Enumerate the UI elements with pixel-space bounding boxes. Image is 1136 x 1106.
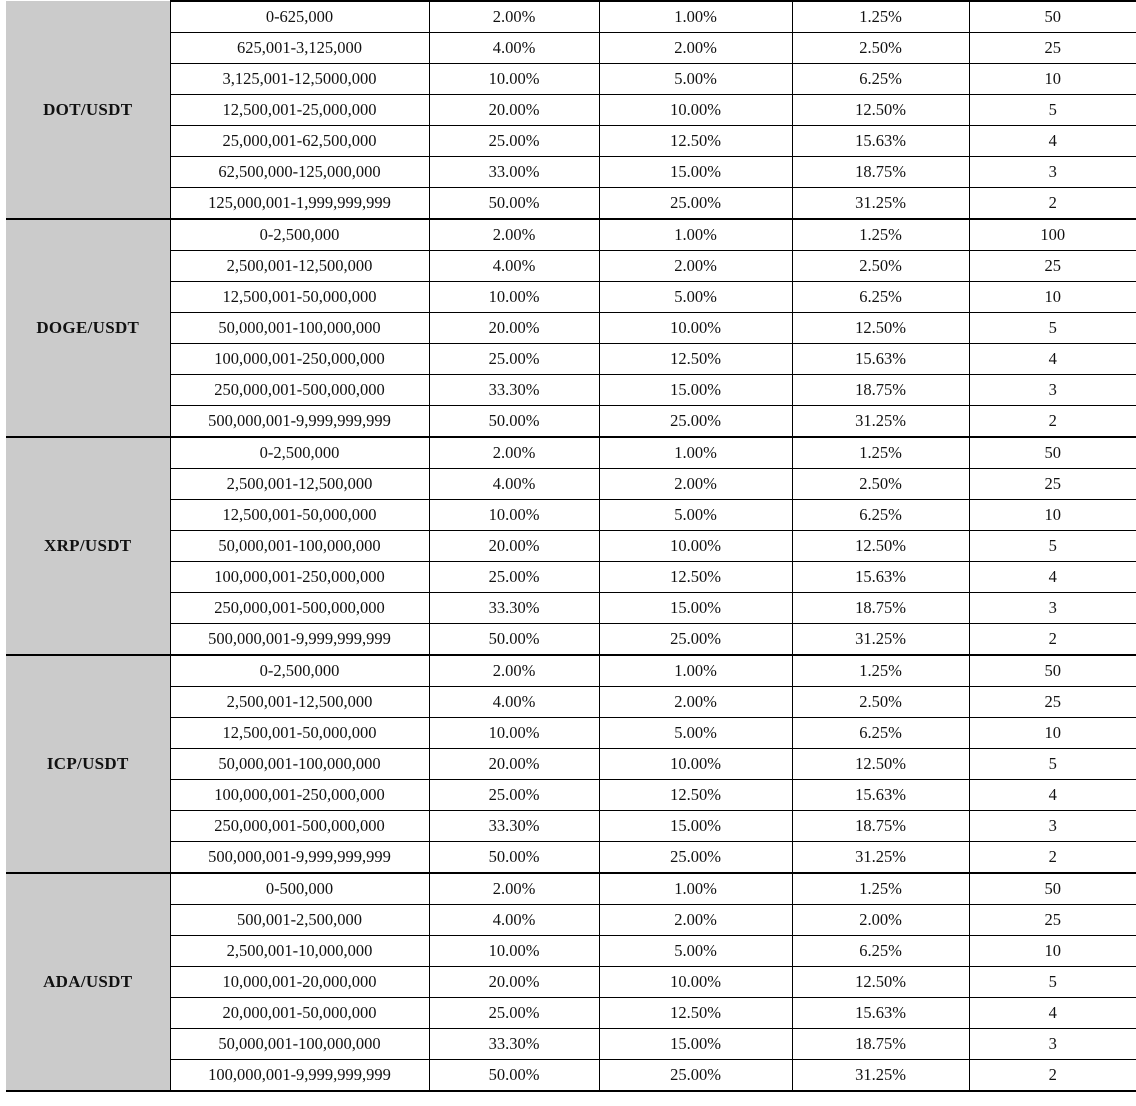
table-row <box>6 562 1136 593</box>
maintenance-margin-cell: 20.00% <box>429 967 599 998</box>
position-range-cell: 250,000,001-500,000,000 <box>170 811 429 842</box>
margin-rate-cell: 2.00% <box>792 905 969 936</box>
maintenance-margin-cell: 25.00% <box>429 562 599 593</box>
maintenance-margin-cell: 10.00% <box>429 936 599 967</box>
rate-cell: 15.00% <box>599 1029 792 1060</box>
max-leverage-cell: 2 <box>969 188 1136 220</box>
margin-rate-cell: 1.25% <box>792 219 969 251</box>
margin-rate-cell: 31.25% <box>792 188 969 220</box>
risk-tier-table <box>6 0 1136 1092</box>
maintenance-margin-cell: 33.30% <box>429 1029 599 1060</box>
position-range-cell: 10,000,001-20,000,000 <box>170 967 429 998</box>
rate-cell: 10.00% <box>599 749 792 780</box>
margin-rate-cell: 18.75% <box>792 811 969 842</box>
max-leverage-cell: 3 <box>969 375 1136 406</box>
maintenance-margin-cell: 33.30% <box>429 375 599 406</box>
margin-rate-cell: 18.75% <box>792 1029 969 1060</box>
max-leverage-cell: 5 <box>969 95 1136 126</box>
position-range-cell: 3,125,001-12,5000,000 <box>170 64 429 95</box>
table-row <box>6 126 1136 157</box>
margin-rate-cell: 31.25% <box>792 1060 969 1092</box>
margin-rate-cell: 2.50% <box>792 469 969 500</box>
maintenance-margin-cell: 4.00% <box>429 469 599 500</box>
margin-rate-cell: 1.25% <box>792 1 969 33</box>
maintenance-margin-cell: 25.00% <box>429 344 599 375</box>
position-range-cell: 2,500,001-12,500,000 <box>170 251 429 282</box>
rate-cell: 2.00% <box>599 905 792 936</box>
max-leverage-cell: 3 <box>969 593 1136 624</box>
max-leverage-cell: 50 <box>969 1 1136 33</box>
maintenance-margin-cell: 20.00% <box>429 313 599 344</box>
maintenance-margin-cell: 50.00% <box>429 1060 599 1092</box>
position-range-cell: 500,000,001-9,999,999,999 <box>170 842 429 874</box>
margin-rate-cell: 31.25% <box>792 624 969 656</box>
rate-cell: 10.00% <box>599 95 792 126</box>
table-row <box>6 1060 1136 1092</box>
margin-rate-cell: 1.25% <box>792 655 969 687</box>
margin-rate-cell: 2.50% <box>792 251 969 282</box>
position-range-cell: 0-2,500,000 <box>170 655 429 687</box>
table-row <box>6 95 1136 126</box>
max-leverage-cell: 4 <box>969 344 1136 375</box>
rate-cell: 25.00% <box>599 188 792 220</box>
rate-cell: 5.00% <box>599 500 792 531</box>
margin-rate-cell: 18.75% <box>792 375 969 406</box>
table-row <box>6 344 1136 375</box>
table-row <box>6 437 1136 469</box>
max-leverage-cell: 5 <box>969 313 1136 344</box>
rate-cell: 10.00% <box>599 531 792 562</box>
position-range-cell: 625,001-3,125,000 <box>170 33 429 64</box>
table-row <box>6 406 1136 438</box>
margin-rate-cell: 15.63% <box>792 780 969 811</box>
maintenance-margin-cell: 2.00% <box>429 219 599 251</box>
position-range-cell: 100,000,001-9,999,999,999 <box>170 1060 429 1092</box>
margin-rate-cell: 1.25% <box>792 437 969 469</box>
margin-rate-cell: 12.50% <box>792 967 969 998</box>
margin-rate-cell: 6.25% <box>792 936 969 967</box>
max-leverage-cell: 4 <box>969 998 1136 1029</box>
margin-rate-cell: 12.50% <box>792 313 969 344</box>
margin-rate-cell: 2.50% <box>792 33 969 64</box>
rate-cell: 15.00% <box>599 157 792 188</box>
position-range-cell: 62,500,000-125,000,000 <box>170 157 429 188</box>
position-range-cell: 2,500,001-10,000,000 <box>170 936 429 967</box>
max-leverage-cell: 5 <box>969 749 1136 780</box>
max-leverage-cell: 2 <box>969 1060 1136 1092</box>
rate-cell: 2.00% <box>599 251 792 282</box>
max-leverage-cell: 4 <box>969 780 1136 811</box>
table-row <box>6 967 1136 998</box>
rate-cell: 15.00% <box>599 811 792 842</box>
maintenance-margin-cell: 33.30% <box>429 593 599 624</box>
position-range-cell: 500,000,001-9,999,999,999 <box>170 624 429 656</box>
max-leverage-cell: 50 <box>969 873 1136 905</box>
table-row <box>6 282 1136 313</box>
pair-label: DOT/USDT <box>6 1 170 219</box>
position-range-cell: 50,000,001-100,000,000 <box>170 1029 429 1060</box>
rate-cell: 2.00% <box>599 469 792 500</box>
rate-cell: 10.00% <box>599 967 792 998</box>
margin-rate-cell: 6.25% <box>792 282 969 313</box>
maintenance-margin-cell: 4.00% <box>429 33 599 64</box>
rate-cell: 1.00% <box>599 437 792 469</box>
rate-cell: 1.00% <box>599 219 792 251</box>
table-row <box>6 33 1136 64</box>
position-range-cell: 100,000,001-250,000,000 <box>170 562 429 593</box>
max-leverage-cell: 10 <box>969 500 1136 531</box>
position-range-cell: 12,500,001-50,000,000 <box>170 718 429 749</box>
table-row <box>6 593 1136 624</box>
maintenance-margin-cell: 2.00% <box>429 437 599 469</box>
table-row <box>6 655 1136 687</box>
margin-rate-cell: 12.50% <box>792 749 969 780</box>
rate-cell: 25.00% <box>599 1060 792 1092</box>
maintenance-margin-cell: 25.00% <box>429 126 599 157</box>
position-range-cell: 250,000,001-500,000,000 <box>170 593 429 624</box>
max-leverage-cell: 10 <box>969 718 1136 749</box>
rate-cell: 1.00% <box>599 1 792 33</box>
max-leverage-cell: 25 <box>969 687 1136 718</box>
table-row <box>6 842 1136 874</box>
max-leverage-cell: 3 <box>969 1029 1136 1060</box>
max-leverage-cell: 25 <box>969 251 1136 282</box>
rate-cell: 25.00% <box>599 406 792 438</box>
max-leverage-cell: 2 <box>969 624 1136 656</box>
position-range-cell: 25,000,001-62,500,000 <box>170 126 429 157</box>
table-row <box>6 687 1136 718</box>
maintenance-margin-cell: 25.00% <box>429 998 599 1029</box>
max-leverage-cell: 10 <box>969 64 1136 95</box>
position-range-cell: 500,001-2,500,000 <box>170 905 429 936</box>
rate-cell: 12.50% <box>599 126 792 157</box>
table-row <box>6 64 1136 95</box>
position-range-cell: 100,000,001-250,000,000 <box>170 344 429 375</box>
margin-rate-cell: 15.63% <box>792 562 969 593</box>
table-row <box>6 375 1136 406</box>
maintenance-margin-cell: 2.00% <box>429 1 599 33</box>
max-leverage-cell: 3 <box>969 157 1136 188</box>
max-leverage-cell: 10 <box>969 936 1136 967</box>
max-leverage-cell: 25 <box>969 33 1136 64</box>
position-range-cell: 0-2,500,000 <box>170 219 429 251</box>
max-leverage-cell: 5 <box>969 531 1136 562</box>
rate-cell: 2.00% <box>599 687 792 718</box>
rate-cell: 12.50% <box>599 780 792 811</box>
margin-rate-cell: 31.25% <box>792 842 969 874</box>
position-range-cell: 2,500,001-12,500,000 <box>170 469 429 500</box>
position-range-cell: 0-2,500,000 <box>170 437 429 469</box>
pair-label: DOGE/USDT <box>6 219 170 437</box>
maintenance-margin-cell: 10.00% <box>429 500 599 531</box>
maintenance-margin-cell: 4.00% <box>429 687 599 718</box>
position-range-cell: 20,000,001-50,000,000 <box>170 998 429 1029</box>
table-row <box>6 936 1136 967</box>
max-leverage-cell: 50 <box>969 655 1136 687</box>
table-row <box>6 500 1136 531</box>
margin-rate-cell: 15.63% <box>792 344 969 375</box>
position-range-cell: 2,500,001-12,500,000 <box>170 687 429 718</box>
table-row <box>6 998 1136 1029</box>
rate-cell: 5.00% <box>599 282 792 313</box>
rate-cell: 15.00% <box>599 375 792 406</box>
margin-rate-cell: 1.25% <box>792 873 969 905</box>
table-row <box>6 749 1136 780</box>
table-row <box>6 873 1136 905</box>
margin-rate-cell: 15.63% <box>792 126 969 157</box>
maintenance-margin-cell: 20.00% <box>429 531 599 562</box>
margin-rate-cell: 6.25% <box>792 718 969 749</box>
rate-cell: 5.00% <box>599 718 792 749</box>
table-row <box>6 905 1136 936</box>
margin-rate-cell: 31.25% <box>792 406 969 438</box>
position-range-cell: 12,500,001-50,000,000 <box>170 282 429 313</box>
max-leverage-cell: 10 <box>969 282 1136 313</box>
maintenance-margin-cell: 50.00% <box>429 624 599 656</box>
margin-rate-cell: 12.50% <box>792 95 969 126</box>
position-range-cell: 0-625,000 <box>170 1 429 33</box>
position-range-cell: 125,000,001-1,999,999,999 <box>170 188 429 220</box>
max-leverage-cell: 100 <box>969 219 1136 251</box>
maintenance-margin-cell: 20.00% <box>429 95 599 126</box>
max-leverage-cell: 25 <box>969 905 1136 936</box>
rate-cell: 25.00% <box>599 624 792 656</box>
maintenance-margin-cell: 25.00% <box>429 780 599 811</box>
margin-rate-cell: 6.25% <box>792 64 969 95</box>
maintenance-margin-cell: 2.00% <box>429 873 599 905</box>
table-row <box>6 1029 1136 1060</box>
table-row <box>6 188 1136 220</box>
margin-rate-cell: 2.50% <box>792 687 969 718</box>
position-range-cell: 50,000,001-100,000,000 <box>170 531 429 562</box>
maintenance-margin-cell: 2.00% <box>429 655 599 687</box>
maintenance-margin-cell: 50.00% <box>429 842 599 874</box>
position-range-cell: 50,000,001-100,000,000 <box>170 749 429 780</box>
maintenance-margin-cell: 10.00% <box>429 718 599 749</box>
margin-rate-cell: 15.63% <box>792 998 969 1029</box>
table-row <box>6 780 1136 811</box>
rate-cell: 12.50% <box>599 562 792 593</box>
maintenance-margin-cell: 50.00% <box>429 188 599 220</box>
pair-label: ADA/USDT <box>6 873 170 1091</box>
max-leverage-cell: 50 <box>969 437 1136 469</box>
pair-label: XRP/USDT <box>6 437 170 655</box>
table-row <box>6 469 1136 500</box>
maintenance-margin-cell: 10.00% <box>429 64 599 95</box>
margin-rate-cell: 18.75% <box>792 593 969 624</box>
maintenance-margin-cell: 33.30% <box>429 811 599 842</box>
table-row <box>6 219 1136 251</box>
position-range-cell: 12,500,001-50,000,000 <box>170 500 429 531</box>
max-leverage-cell: 3 <box>969 811 1136 842</box>
max-leverage-cell: 4 <box>969 126 1136 157</box>
table-row <box>6 251 1136 282</box>
risk-tier-table-body <box>6 1 1136 1091</box>
maintenance-margin-cell: 50.00% <box>429 406 599 438</box>
position-range-cell: 250,000,001-500,000,000 <box>170 375 429 406</box>
rate-cell: 12.50% <box>599 344 792 375</box>
max-leverage-cell: 5 <box>969 967 1136 998</box>
maintenance-margin-cell: 4.00% <box>429 251 599 282</box>
rate-cell: 10.00% <box>599 313 792 344</box>
margin-rate-cell: 12.50% <box>792 531 969 562</box>
max-leverage-cell: 2 <box>969 406 1136 438</box>
rate-cell: 12.50% <box>599 998 792 1029</box>
rate-cell: 2.00% <box>599 33 792 64</box>
table-row <box>6 531 1136 562</box>
table-row <box>6 811 1136 842</box>
table-row <box>6 624 1136 656</box>
rate-cell: 1.00% <box>599 873 792 905</box>
rate-cell: 5.00% <box>599 936 792 967</box>
maintenance-margin-cell: 4.00% <box>429 905 599 936</box>
rate-cell: 15.00% <box>599 593 792 624</box>
position-range-cell: 0-500,000 <box>170 873 429 905</box>
table-row <box>6 157 1136 188</box>
maintenance-margin-cell: 33.00% <box>429 157 599 188</box>
max-leverage-cell: 25 <box>969 469 1136 500</box>
position-range-cell: 50,000,001-100,000,000 <box>170 313 429 344</box>
margin-rate-cell: 18.75% <box>792 157 969 188</box>
rate-cell: 1.00% <box>599 655 792 687</box>
rate-cell: 25.00% <box>599 842 792 874</box>
position-range-cell: 12,500,001-25,000,000 <box>170 95 429 126</box>
max-leverage-cell: 2 <box>969 842 1136 874</box>
maintenance-margin-cell: 10.00% <box>429 282 599 313</box>
margin-rate-cell: 6.25% <box>792 500 969 531</box>
table-row <box>6 313 1136 344</box>
max-leverage-cell: 4 <box>969 562 1136 593</box>
pair-label: ICP/USDT <box>6 655 170 873</box>
position-range-cell: 100,000,001-250,000,000 <box>170 780 429 811</box>
maintenance-margin-cell: 20.00% <box>429 749 599 780</box>
table-row <box>6 1 1136 33</box>
table-row <box>6 718 1136 749</box>
rate-cell: 5.00% <box>599 64 792 95</box>
position-range-cell: 500,000,001-9,999,999,999 <box>170 406 429 438</box>
